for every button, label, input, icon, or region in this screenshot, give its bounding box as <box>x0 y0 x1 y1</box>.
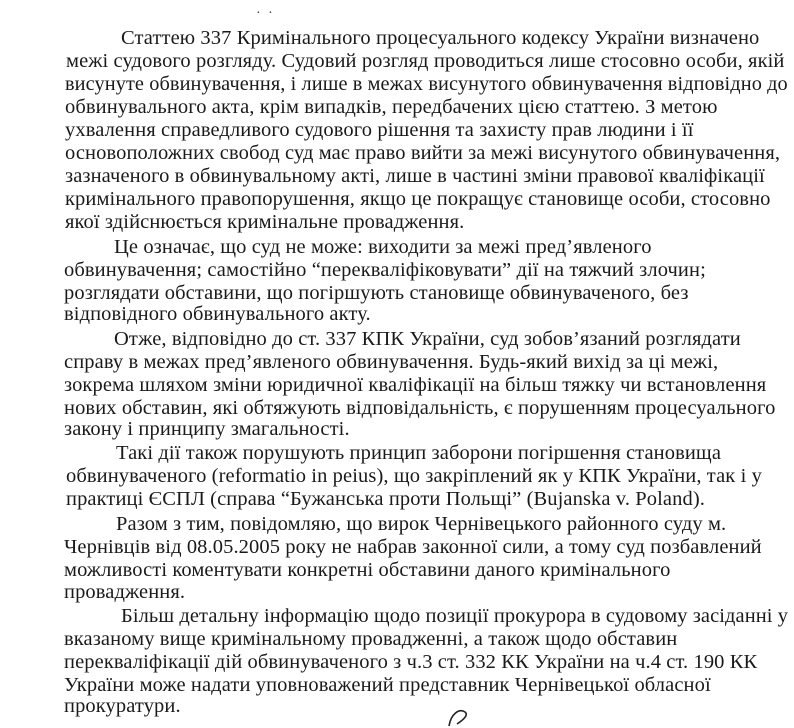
text-line: Отже, відповідно до ст. 337 КПК України, суд зобов’язаний розглядати <box>114 328 741 350</box>
text-line: основоположних свобод суд має право вийти за межі висунутого обвинувачення, <box>65 142 781 164</box>
text-line: вказаному вище кримінальному провадженні, а також щодо обставин <box>64 628 678 650</box>
signature-stroke-icon <box>445 706 475 728</box>
text-line: Статтею 337 Кримінального процесуального кодексу України визначено <box>121 27 760 49</box>
text-line: справу в межах пред’явленого обвинувачення. Будь-який вихід за ці межі, <box>64 351 719 373</box>
text-line: обвинувального акта, крім випадків, передбачених цією статтею. З метою <box>65 96 718 118</box>
text-line: розглядати обставини, що погіршують становище обвинуваченого, без <box>64 282 689 304</box>
text-line: можливості коментувати конкретні обставини даного кримінального <box>64 559 671 581</box>
text-line: межі судового розгляду. Судовий розгляд проводиться лише стосовно особи, якій <box>66 50 785 72</box>
text-line: Такі дії також порушують принцип заборони погіршення становища <box>116 442 722 464</box>
text-line: зазначеного в обвинувальному акті, лише в частині зміни правової кваліфікації <box>65 165 765 187</box>
text-line: закону і принципу змагальності. <box>64 418 350 440</box>
text-line: Разом з тим, повідомляю, що вирок Чернівецького районного суду м. <box>116 513 727 535</box>
scan-dot-marks: · · <box>256 6 275 21</box>
text-line: Більш детальну інформацію щодо позиції прокурора в судовому засіданні у <box>121 605 789 627</box>
text-line: ухвалення справедливого судового рішення та захисту прав людини і її <box>65 119 694 141</box>
text-line: висунуте обвинувачення, і лише в межах висунутого обвинувачення відповідно до <box>65 73 788 95</box>
text-line: обвинувачення; самостійно “перекваліфіковувати” дії на тяжчий злочин; <box>64 259 706 281</box>
text-line: зокрема шляхом зміни юридичної кваліфікації на більш тяжку чи встановлення <box>64 374 767 396</box>
text-line: якої здійснюється кримінальне провадження. <box>65 211 465 233</box>
text-line: кримінального правопорушення, якщо це покращує становище особи, стосовно <box>65 188 771 210</box>
text-line: Чернівців від 08.05.2005 року не набрав законної сили, а тому суд позбавлений <box>64 536 762 558</box>
text-line: провадження. <box>64 581 186 603</box>
text-line: відповідного обвинувального акту. <box>64 303 371 325</box>
text-line: нових обставин, які обтяжують відповідальність, є порушенням процесуального <box>64 397 776 419</box>
text-line: обвинуваченого (reformatio in peius), що закріплений як у КПК України, так і у <box>66 465 762 487</box>
text-line: України може надати уповноважений представник Чернівецької обласної <box>64 674 711 696</box>
text-line: прокуратури. <box>64 695 181 717</box>
text-line: практиці ЄСПЛ (справа “Бужанська проти Польщі” (Bujanska v. Poland). <box>66 488 705 510</box>
text-line: перекваліфікації дій обвинуваченого з ч.3 ст. 332 КК України на ч.4 ст. 190 КК <box>64 651 758 673</box>
text-line: Це означає, що суд не може: виходити за межі пред’явленого <box>114 236 652 258</box>
